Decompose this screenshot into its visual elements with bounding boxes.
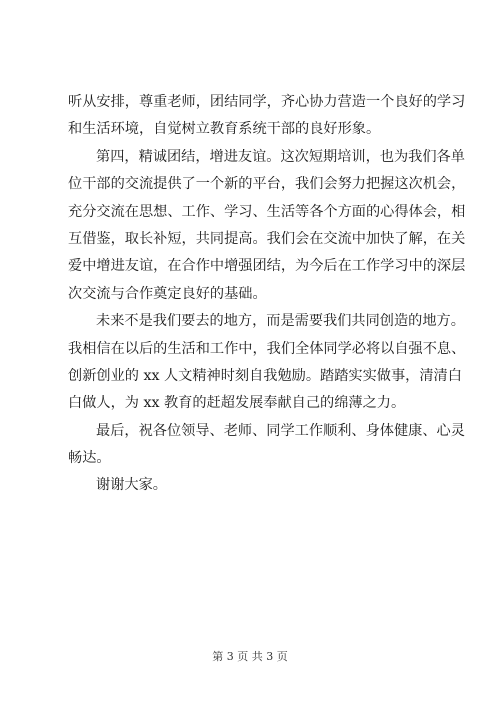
paragraph-2-line-5: 爱中增进友谊，在合作中增强团结，为今后在工作学习中的深层	[68, 258, 466, 275]
paragraph-3-line-3: 创新创业的 xx 人文精神时刻自我勉励。踏踏实实做事，清清白	[68, 367, 462, 384]
paragraph-1-line-2: 和生活环境，自觉树立教育系统干部的良好形象。	[68, 121, 381, 138]
paragraph-2-line-6: 次交流与合作奠定良好的基础。	[68, 285, 267, 302]
paragraph-2-line-2: 位干部的交流提供了一个新的平台，我们会努力把握这次机会，	[68, 176, 466, 193]
paragraph-4-line-1: 最后，祝各位领导、老师、同学工作顺利、身体健康、心灵	[96, 422, 465, 439]
paragraph-3-line-2: 我相信在以后的生活和工作中，我们全体同学必将以自强不息、	[68, 340, 466, 357]
paragraph-3-line-4: 白做人，为 xx 教育的赶超发展奉献自己的绵薄之力。	[68, 395, 406, 412]
paragraph-2-line-4: 互借鉴，取长补短，共同提高。我们会在交流中加快了解，在关	[68, 230, 466, 247]
paragraph-4-line-2: 畅达。	[68, 450, 111, 467]
paragraph-5-line-1: 谢谢大家。	[96, 477, 167, 494]
paragraph-2-line-1: 第四，精诚团结，增进友谊。这次短期培训，也为我们各单	[96, 148, 465, 165]
paragraph-1-line-1: 听从安排，尊重老师，团结同学，齐心协力营造一个良好的学习	[68, 94, 466, 110]
page-number-footer: 第 3 页 共 3 页	[212, 650, 288, 663]
paragraph-2-line-3: 充分交流在思想、工作、学习、生活等各个方面的心得体会，相	[68, 203, 466, 220]
document-body	[68, 89, 466, 500]
paragraph-3-line-1: 未来不是我们要去的地方，而是需要我们共同创造的地方。	[96, 313, 465, 330]
